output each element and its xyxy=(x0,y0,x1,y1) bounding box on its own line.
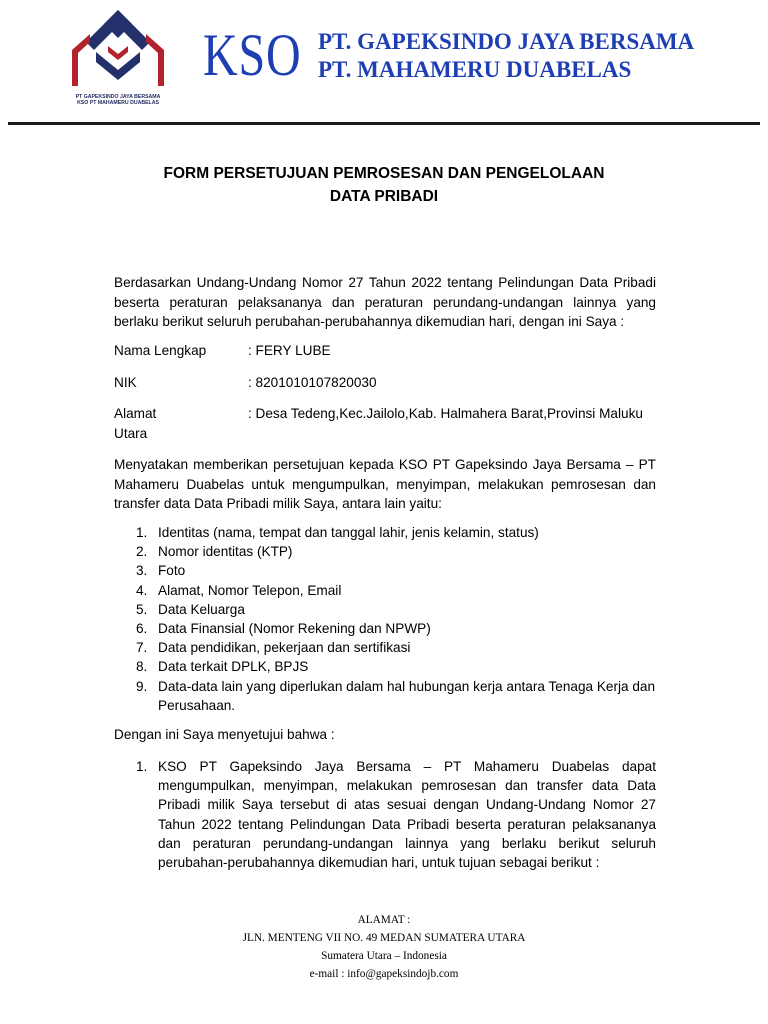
list-item-text: Nomor identitas (KTP) xyxy=(158,544,293,560)
address-continuation: Utara xyxy=(114,425,148,441)
list-item xyxy=(114,657,656,676)
list-item-text: Data Finansial (Nomor Rekening dan NPWP) xyxy=(158,621,431,637)
company-name-2: PT. MAHAMERU DUABELAS xyxy=(318,57,632,82)
list-item-text: Data-data lain yang diperlukan dalam hal hubungan kerja antara Tenaga Kerja dan Perusahaan. xyxy=(158,678,656,713)
field-address xyxy=(114,404,656,444)
intro-paragraph: Berdasarkan Undang-Undang Nomor 27 Tahun 2022 tentang Pelindungan Data Pribadi beserta peraturan pelaksananya dan peraturan perundang-undangan lainnya yang berlaku berikut seluruh perubahan-perubahannya dikemudian hari, dengan ini Saya : xyxy=(114,275,656,329)
list-item-number: 9. xyxy=(136,678,148,694)
list-item-number: 5. xyxy=(136,601,148,617)
full-name-label: Nama Lengkap xyxy=(114,343,207,358)
agreement-intro: Dengan ini Saya menyetujui bahwa : xyxy=(114,727,335,742)
company-names xyxy=(318,28,694,84)
data-items-list xyxy=(114,523,656,715)
footer-address xyxy=(0,911,768,983)
list-item xyxy=(114,638,656,657)
address-label: Alamat xyxy=(114,406,157,421)
field-full-name xyxy=(114,341,656,361)
company-name-1: PT. GAPEKSINDO JAYA BERSAMA xyxy=(318,29,695,54)
list-item-number: 1. xyxy=(136,525,148,540)
footer-label: ALAMAT : xyxy=(357,914,411,926)
list-item xyxy=(114,677,656,715)
logo-caption xyxy=(62,94,174,106)
list-item-number: 4. xyxy=(136,582,148,598)
list-item-text: Foto xyxy=(158,563,186,579)
form-title-line2: DATA PRIBADI xyxy=(329,188,439,205)
list-item-text: Data Keluarga xyxy=(158,601,245,617)
agreement-item-text: KSO PT Gapeksindo Jaya Bersama – PT Mahameru Duabelas dapat mengumpulkan, menyimpan, melakukan pemrosesan dan transfer data Data Pribadi milik Saya tersebut di atas sesuai dengan Undang-Undang Nomor 27 Tahun 2022 tentang Pelindungan Data Pribadi beserta peraturan pelaksananya dan peraturan perundang-undangan lainnya yang berlaku berikut seluruh perubahan-perubahannya dikemudian hari, untuk tujuan sebagai berikut : xyxy=(158,759,656,871)
address-value: : Desa Tedeng,Kec.Jailolo,Kab. Halmahera Barat,Provinsi Maluku xyxy=(248,406,643,421)
list-item-text: Alamat, Nomor Telepon, Email xyxy=(158,582,342,598)
kso-wordmark: KSO xyxy=(203,22,302,88)
agreement-list xyxy=(114,757,656,872)
list-item xyxy=(114,581,656,600)
list-item xyxy=(114,619,656,638)
consent-paragraph: Menyatakan memberikan persetujuan kepada KSO PT Gapeksindo Jaya Bersama – PT Mahameru Duabelas untuk mengumpulkan, menyimpan, melakukan pemrosesan dan transfer data Data Pribadi milik Saya, antara lain yaitu: xyxy=(114,457,656,511)
list-item-number: 6. xyxy=(136,621,148,637)
list-item-number: 3. xyxy=(136,563,148,579)
list-item-number: 7. xyxy=(136,640,148,656)
logo-caption-line1: PT GAPEKSINDO JAYA BERSAMA xyxy=(75,94,161,100)
agreement-item-number: 1. xyxy=(136,759,148,774)
full-name-value: : FERY LUBE xyxy=(248,343,331,358)
list-item-number: 8. xyxy=(136,659,148,675)
footer-region: Sumatera Utara – Indonesia xyxy=(321,950,447,962)
logo-mark-icon xyxy=(68,8,168,92)
list-item-number: 2. xyxy=(136,544,148,560)
list-item xyxy=(114,561,656,580)
nik-value: : 8201010107820030 xyxy=(248,375,377,390)
list-item xyxy=(114,523,656,542)
footer-street: JLN. MENTENG VII NO. 49 MEDAN SUMATERA UTARA xyxy=(242,932,526,944)
header-divider xyxy=(8,122,760,125)
agreement-item xyxy=(114,757,656,872)
list-item-text: Data pendidikan, pekerjaan dan sertifikasi xyxy=(158,640,411,656)
company-logo xyxy=(62,8,174,112)
form-title-line1: FORM PERSETUJUAN PEMROSESAN DAN PENGELOLAAN xyxy=(163,165,605,182)
footer-email: e-mail : info@gapeksindojb.com xyxy=(309,968,459,980)
form-title xyxy=(100,162,668,208)
field-nik xyxy=(114,373,656,393)
logo-caption-line2: KSO PT MAHAMERU DUABELAS xyxy=(77,100,159,106)
list-item xyxy=(114,600,656,619)
nik-label: NIK xyxy=(114,375,137,390)
list-item-text: Data terkait DPLK, BPJS xyxy=(158,659,309,675)
list-item-text: Identitas (nama, tempat dan tanggal lahir, jenis kelamin, status) xyxy=(158,525,539,540)
list-item xyxy=(114,542,656,561)
